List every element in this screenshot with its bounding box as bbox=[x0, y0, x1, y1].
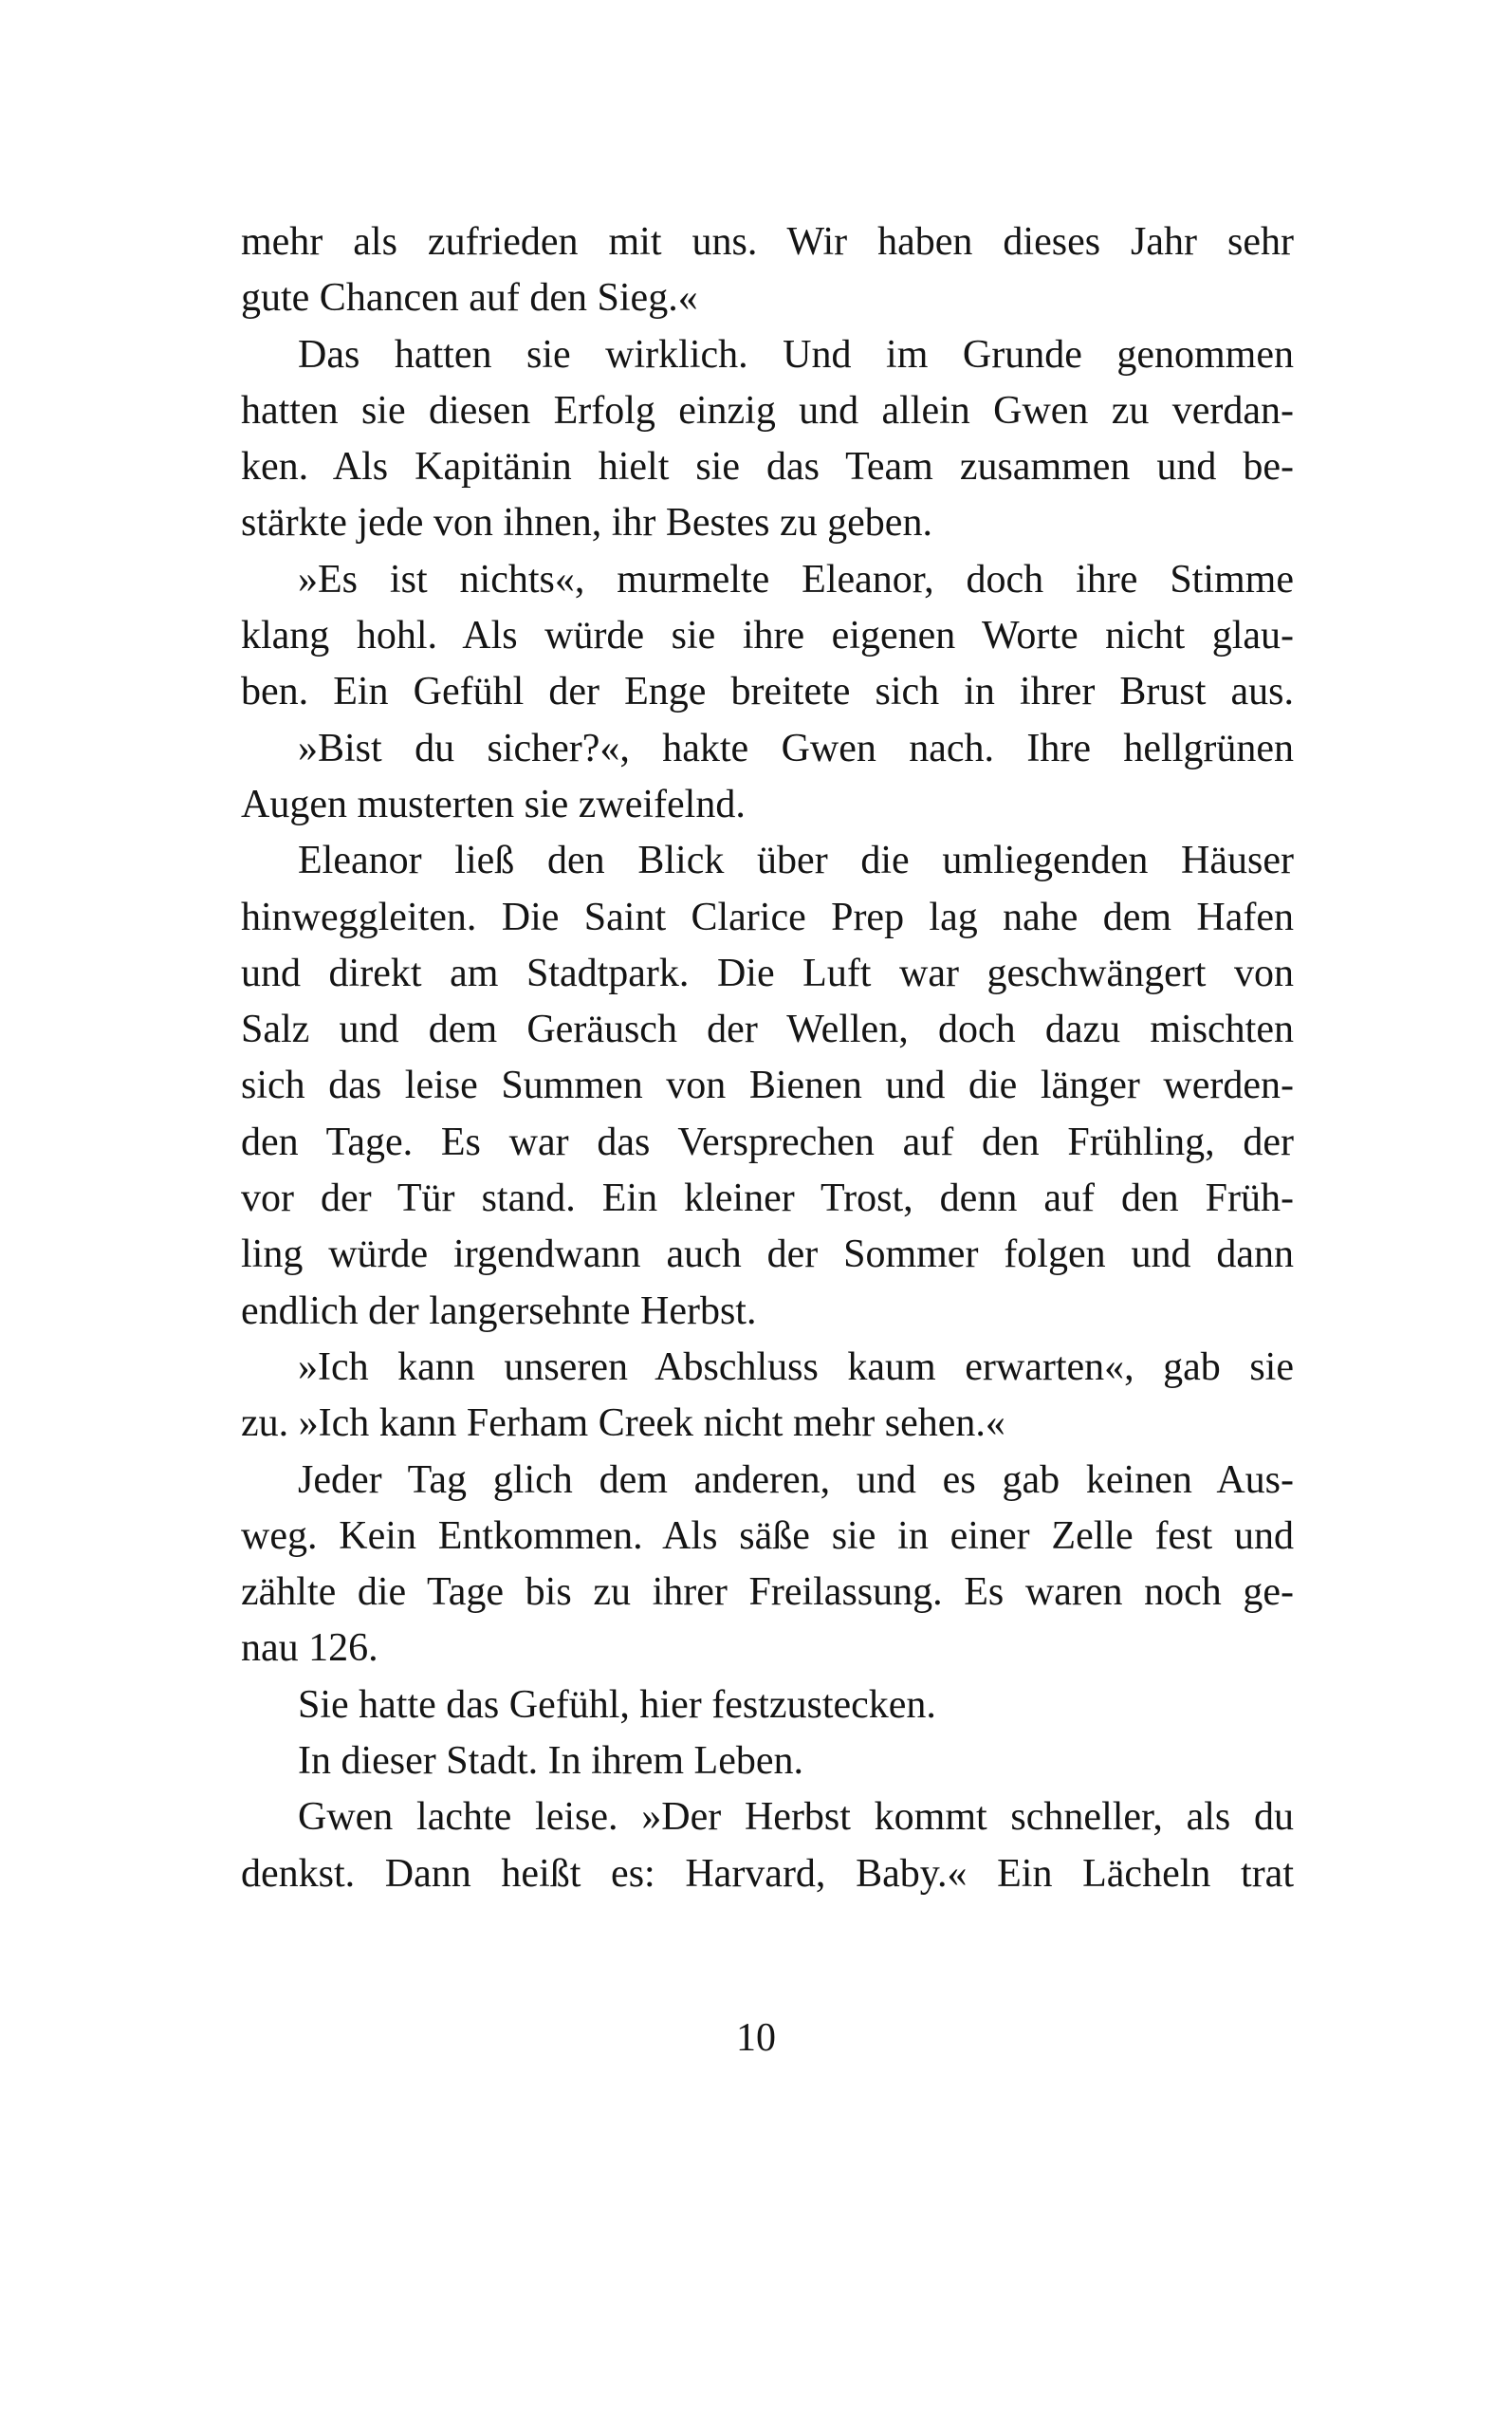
text-line: und direkt am Stadtpark. Die Luft war geschwängert von bbox=[241, 951, 1294, 995]
text-line: Gwen lachte leise. »Der Herbst kommt schneller, als du bbox=[298, 1795, 1294, 1840]
text-line: Salz und dem Geräusch der Wellen, doch dazu mischten bbox=[241, 1008, 1294, 1052]
body-text bbox=[241, 214, 1294, 1902]
text-line: ben. Ein Gefühl der Enge breitete sich in ihrer Brust aus. bbox=[241, 670, 1294, 714]
text-line: Jeder Tag glich dem anderen, und es gab keinen Aus- bbox=[298, 1457, 1294, 1502]
text-line: nau 126. bbox=[241, 1626, 378, 1671]
text-line: sich das leise Summen von Bienen und die länger werden- bbox=[241, 1064, 1294, 1108]
text-line: hinweggleiten. Die Saint Clarice Prep lag nahe dem Hafen bbox=[241, 895, 1294, 939]
text-line: »Ich kann unseren Abschluss kaum erwarten«, gab sie bbox=[298, 1344, 1294, 1389]
text-line: ling würde irgendwann auch der Sommer folgen und dann bbox=[241, 1232, 1294, 1277]
text-line: Sie hatte das Gefühl, hier festzustecken. bbox=[298, 1682, 936, 1727]
text-line: Eleanor ließ den Blick über die umliegenden Häuser bbox=[298, 839, 1294, 883]
text-line: klang hohl. Als würde sie ihre eigenen Worte nicht glau- bbox=[241, 614, 1294, 658]
text-line: zu. »Ich kann Ferham Creek nicht mehr sehen.« bbox=[241, 1401, 1005, 1446]
text-line: denkst. Dann heißt es: Harvard, Baby.« Ein Lächeln trat bbox=[241, 1851, 1294, 1896]
text-line: stärkte jede von ihnen, ihr Bestes zu geben. bbox=[241, 501, 932, 546]
text-line: Augen musterten sie zweifelnd. bbox=[241, 782, 746, 826]
text-line: »Bist du sicher?«, hakte Gwen nach. Ihre hellgrünen bbox=[298, 726, 1294, 770]
text-line: zählte die Tage bis zu ihrer Freilassung. Es waren noch ge- bbox=[241, 1570, 1294, 1615]
text-line: gute Chancen auf den Sieg.« bbox=[241, 276, 698, 321]
text-line: endlich der langersehnte Herbst. bbox=[241, 1288, 757, 1333]
text-line: hatten sie diesen Erfolg einzig und allein Gwen zu verdan- bbox=[241, 388, 1294, 433]
text-line: In dieser Stadt. In ihrem Leben. bbox=[298, 1739, 803, 1784]
page-number: 10 bbox=[736, 2016, 776, 2060]
text-line: mehr als zufrieden mit uns. Wir haben dieses Jahr sehr bbox=[241, 220, 1294, 264]
text-line: vor der Tür stand. Ein kleiner Trost, denn auf den Früh- bbox=[241, 1177, 1294, 1221]
text-line: »Es ist nichts«, murmelte Eleanor, doch ihre Stimme bbox=[298, 557, 1294, 602]
text-line: Das hatten sie wirklich. Und im Grunde genommen bbox=[298, 332, 1294, 377]
text-line: den Tage. Es war das Versprechen auf den Frühling, der bbox=[241, 1120, 1294, 1164]
text-line: ken. Als Kapitänin hielt sie das Team zusammen und be- bbox=[241, 445, 1294, 490]
text-line: weg. Kein Entkommen. Als säße sie in einer Zelle fest und bbox=[241, 1513, 1294, 1558]
